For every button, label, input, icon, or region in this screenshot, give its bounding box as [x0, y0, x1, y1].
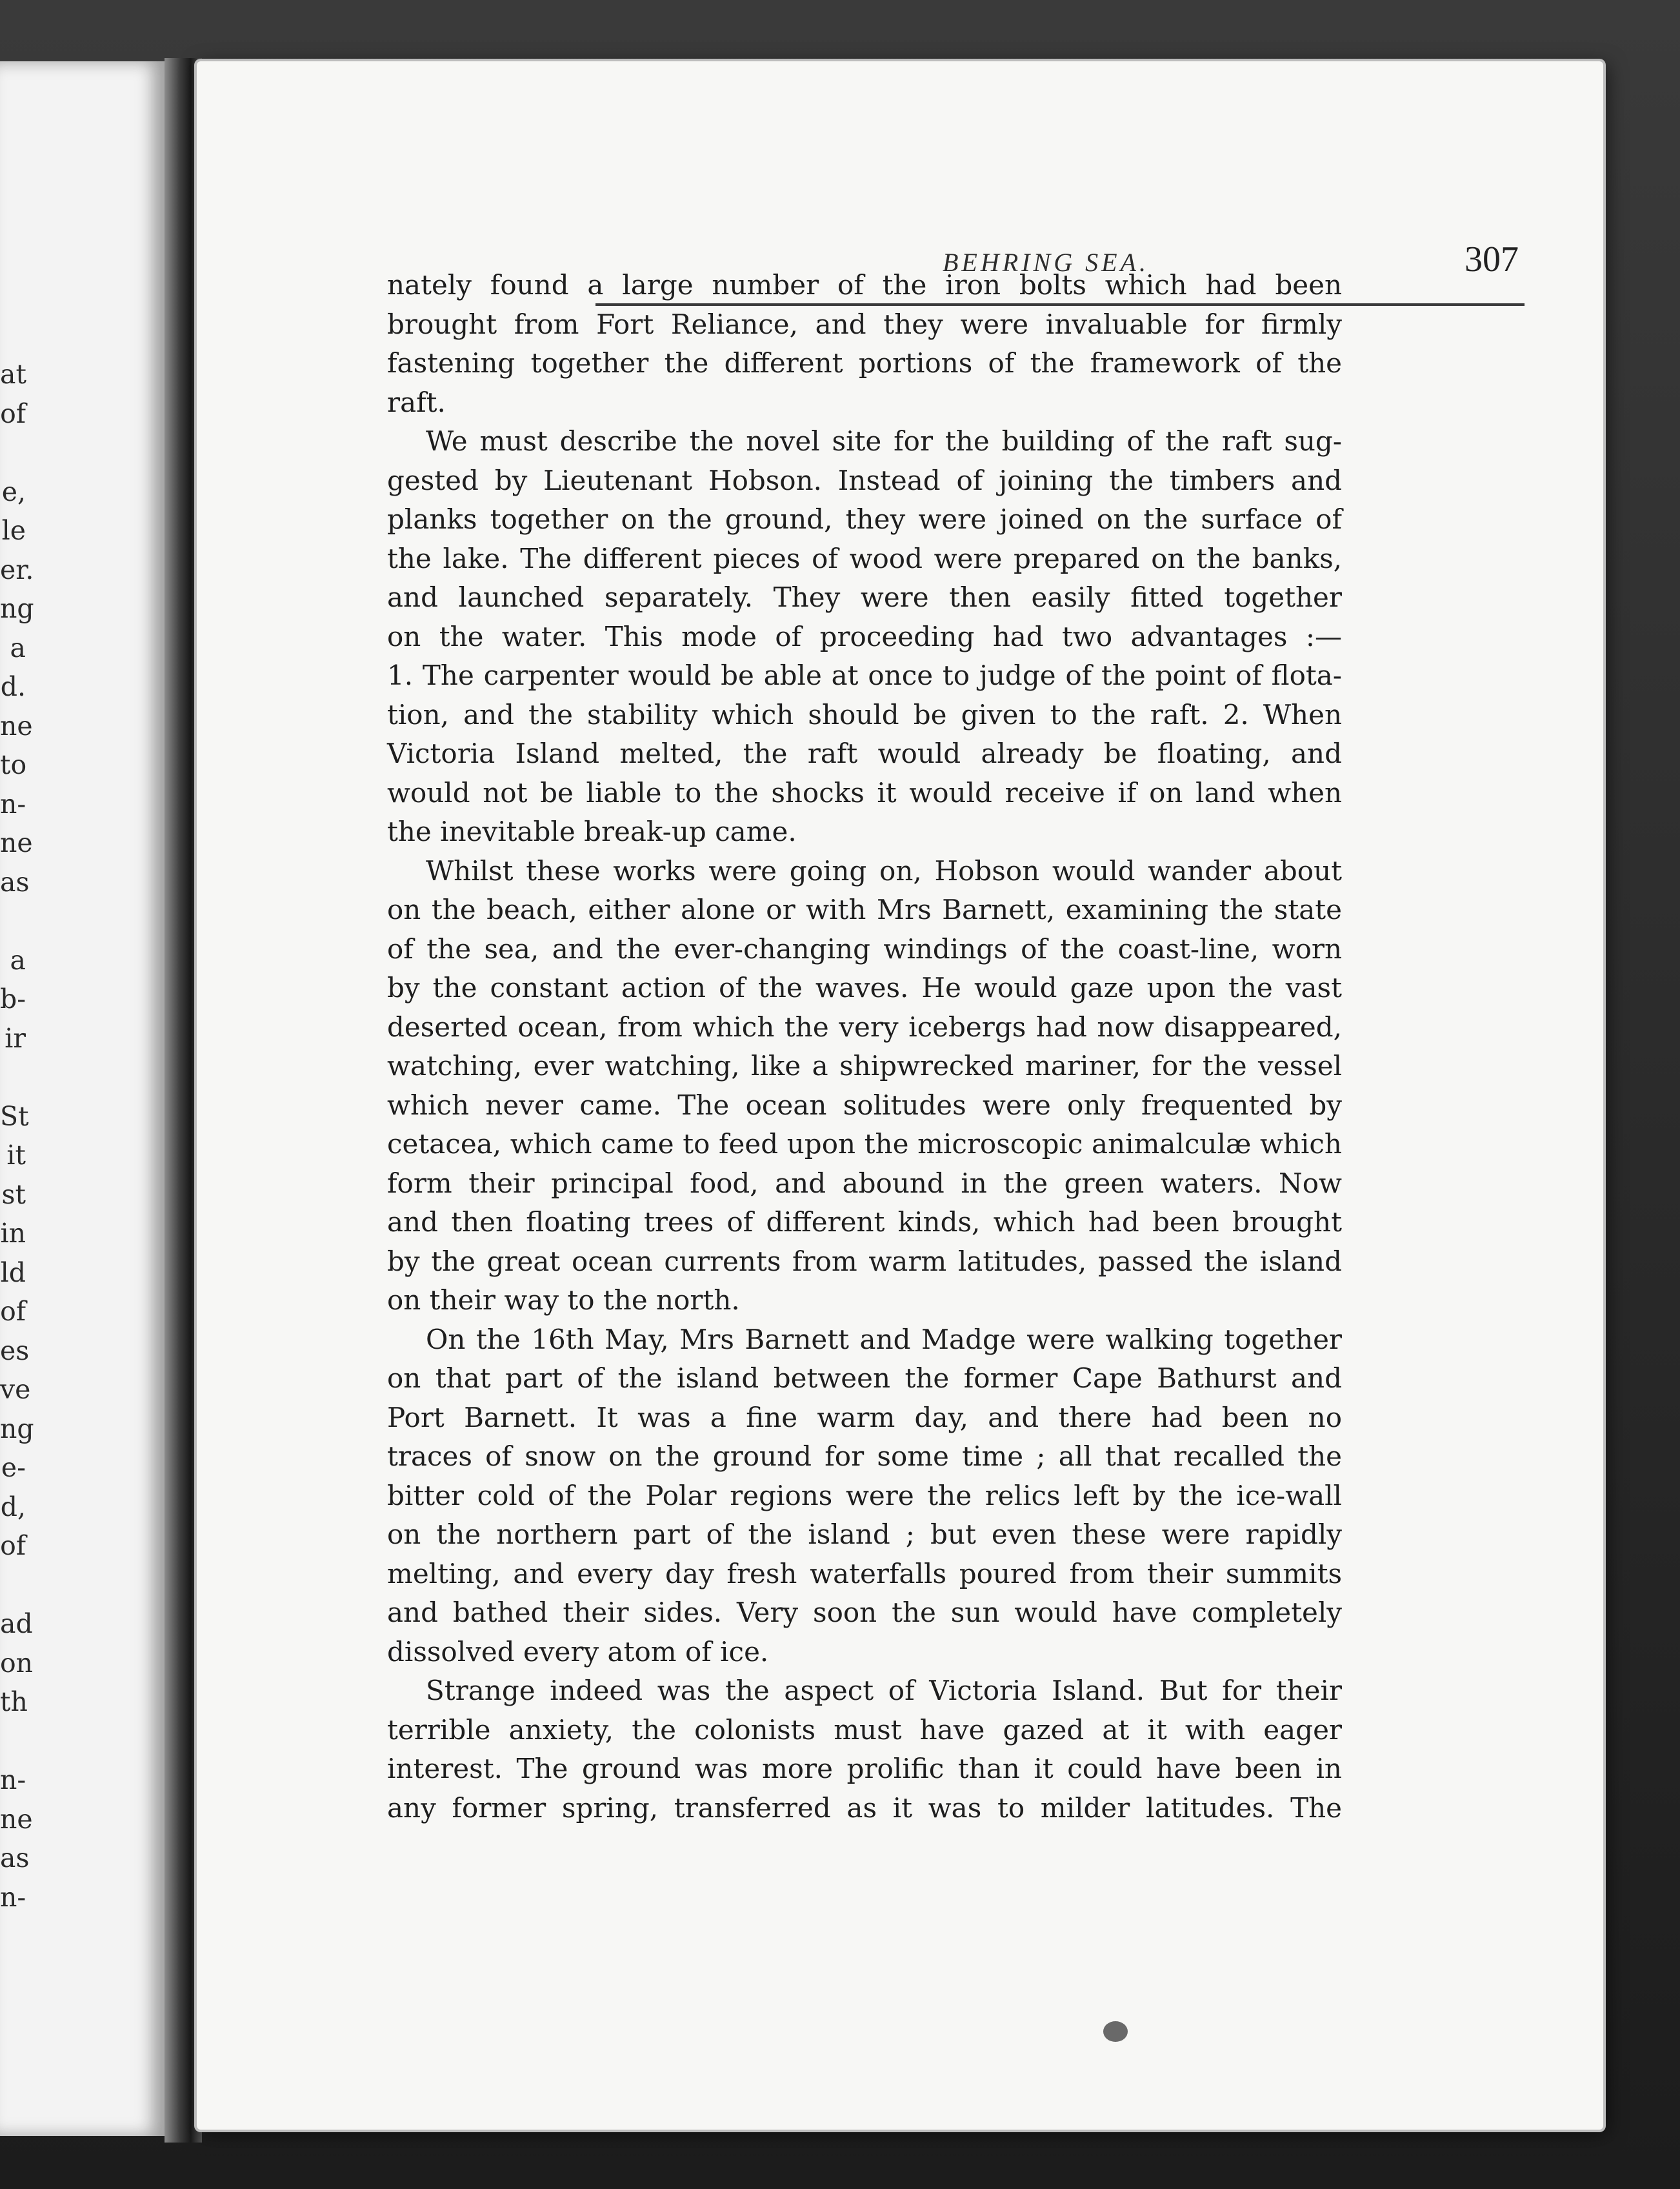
- previous-page-fragment: ng: [0, 593, 34, 624]
- previous-page-fragment: a: [10, 632, 26, 663]
- previous-page-fragment: e-: [1, 1452, 26, 1483]
- text-line: Port Barnett. It was a fine warm day, and there had been no: [387, 1401, 1342, 1433]
- previous-page-fragment: as: [0, 866, 30, 898]
- previous-page-fragment: n-: [0, 788, 26, 820]
- text-line: Strange indeed was the aspect of Victoria Island. But for their: [426, 1675, 1342, 1706]
- text-line: Whilst these works were going on, Hobson would wander about: [426, 854, 1342, 887]
- paragraph: [387, 422, 1342, 852]
- text-line: on the beach, either alone or with Mrs Barnett, examining the state: [387, 894, 1342, 925]
- text-line: brought from Fort Reliance, and they were invaluable for firmly: [387, 308, 1342, 340]
- text-line: would not be liable to the shocks it would receive if on land when: [387, 776, 1342, 809]
- previous-page-fragment: er.: [0, 554, 34, 585]
- text-line: planks together on the ground, they were joined on the surface of: [387, 503, 1342, 535]
- text-line: On the 16th May, Mrs Barnett and Madge were walking together: [426, 1323, 1342, 1355]
- previous-page-fragment: a: [10, 944, 26, 976]
- previous-page-fragment: of: [0, 1530, 26, 1561]
- text-line: by the great ocean currents from warm latitudes, passed the island: [387, 1245, 1342, 1277]
- previous-page-fragment: [0, 433, 26, 472]
- previous-page-fragment: ve: [0, 1374, 31, 1405]
- previous-page-text-fragments: [0, 355, 34, 1917]
- previous-page-fragment: [0, 1566, 26, 1605]
- previous-page-fragment: [0, 902, 26, 941]
- text-line: Victoria Island melted, the raft would already be floating, and: [387, 738, 1342, 769]
- text-line: tion, and the stability which should be given to the raft. 2. When: [387, 698, 1342, 731]
- previous-page-edge: [0, 61, 165, 2136]
- text-line: of the sea, and the ever-changing windings of the coast-line, worn: [387, 933, 1342, 965]
- previous-page-fragment: b-: [0, 984, 26, 1014]
- text-line: which never came. The ocean solitudes were only frequented by: [387, 1089, 1342, 1121]
- previous-page-fragment: n-: [0, 1764, 26, 1795]
- text-line: on the northern part of the island ; but even these were rapidly: [387, 1518, 1342, 1550]
- previous-page-fragment: d,: [0, 1491, 26, 1522]
- previous-page-fragment: le: [1, 515, 26, 546]
- text-line: bitter cold of the Polar regions were the relics left by the ice-wall: [387, 1479, 1342, 1511]
- text-line: any former spring, transferred as it was to milder latitudes. The: [387, 1791, 1342, 1824]
- previous-page-fragment: ng: [0, 1413, 34, 1444]
- previous-page-fragment: ne: [0, 710, 33, 741]
- previous-page-fragment: of: [0, 1296, 26, 1327]
- text-line: We must describe the novel site for the building of the raft sug-: [426, 425, 1342, 457]
- text-line: cetacea, which came to feed upon the microscopic animalculæ which: [387, 1128, 1342, 1160]
- text-line: deserted ocean, from which the very icebergs had now disappeared,: [387, 1011, 1342, 1043]
- previous-page-fragment: es: [0, 1335, 30, 1366]
- previous-page-fragment: ne: [0, 827, 33, 858]
- text-line: terrible anxiety, the colonists must have gazed at it with eager: [387, 1713, 1342, 1746]
- text-line: and then floating trees of different kinds, which had been brought: [387, 1206, 1342, 1238]
- paragraph: [387, 852, 1342, 1320]
- previous-page-fragment: St: [0, 1100, 29, 1132]
- previous-page-fragment: ir: [5, 1022, 26, 1054]
- text-line: watching, ever watching, like a shipwrecked mariner, for the vessel: [387, 1050, 1342, 1082]
- text-line: melting, and every day fresh waterfalls poured from their summits: [387, 1557, 1342, 1589]
- paragraph: [387, 1671, 1342, 1828]
- previous-page-fragment: [0, 1058, 26, 1097]
- previous-page-fragment: n-: [0, 1881, 26, 1913]
- previous-page-fragment: ld: [0, 1256, 26, 1288]
- text-line: interest. The ground was more prolific than it could have been in: [387, 1753, 1342, 1784]
- text-line: traces of snow on the ground for some time ; all that recalled the: [387, 1440, 1342, 1472]
- previous-page-fragment: [0, 1722, 26, 1761]
- ink-blot: [1103, 2021, 1128, 2042]
- text-line: on that part of the island between the former Cape Bathurst and: [387, 1362, 1342, 1394]
- previous-page-fragment: of: [0, 398, 26, 429]
- body-text: [387, 266, 1342, 1828]
- running-head: BEHRING SEA.: [943, 248, 1149, 277]
- previous-page-fragment: st: [1, 1178, 26, 1210]
- previous-page-fragment: it: [6, 1140, 26, 1171]
- text-line: fastening together the different portions of the framework of the: [387, 347, 1342, 379]
- previous-page-fragment: at: [0, 359, 26, 390]
- text-line: gested by Lieutenant Hobson. Instead of joining the timbers and: [387, 464, 1342, 496]
- previous-page-fragment: as: [0, 1842, 30, 1873]
- text-line: on the water. This mode of proceeding had two advantages :—: [387, 620, 1342, 652]
- text-line: by the constant action of the waves. He would gaze upon the vast: [387, 972, 1342, 1004]
- paragraph: [387, 266, 1342, 422]
- text-line: nately found a large number of the iron bolts which had been: [387, 269, 1342, 301]
- text-line: dissolved every atom of ice.: [387, 1635, 769, 1668]
- previous-page-fragment: on: [0, 1647, 34, 1679]
- previous-page-fragment: th: [0, 1686, 28, 1717]
- text-line: the lake. The different pieces of wood were prepared on the banks,: [387, 542, 1342, 574]
- text-line: raft.: [387, 386, 446, 418]
- text-line: and launched separately. They were then easily fitted together: [387, 581, 1342, 613]
- text-line: the inevitable break-up came.: [387, 816, 797, 847]
- text-line: 1. The carpenter would be able at once to judge of the point of flota-: [387, 660, 1342, 691]
- previous-page-fragment: d.: [0, 671, 26, 702]
- text-line: form their principal food, and abound in the green waters. Now: [387, 1167, 1342, 1199]
- previous-page-fragment: e,: [1, 476, 26, 507]
- text-line: and bathed their sides. Very soon the sun would have completely: [387, 1597, 1342, 1628]
- page-number: 307: [1465, 239, 1519, 279]
- paragraph: [387, 1320, 1342, 1672]
- previous-page-fragment: in: [0, 1218, 26, 1249]
- previous-page-fragment: ne: [0, 1803, 33, 1835]
- previous-page-fragment: ad: [0, 1608, 33, 1639]
- text-line: on their way to the north.: [387, 1284, 740, 1316]
- previous-page-fragment: to: [0, 749, 27, 780]
